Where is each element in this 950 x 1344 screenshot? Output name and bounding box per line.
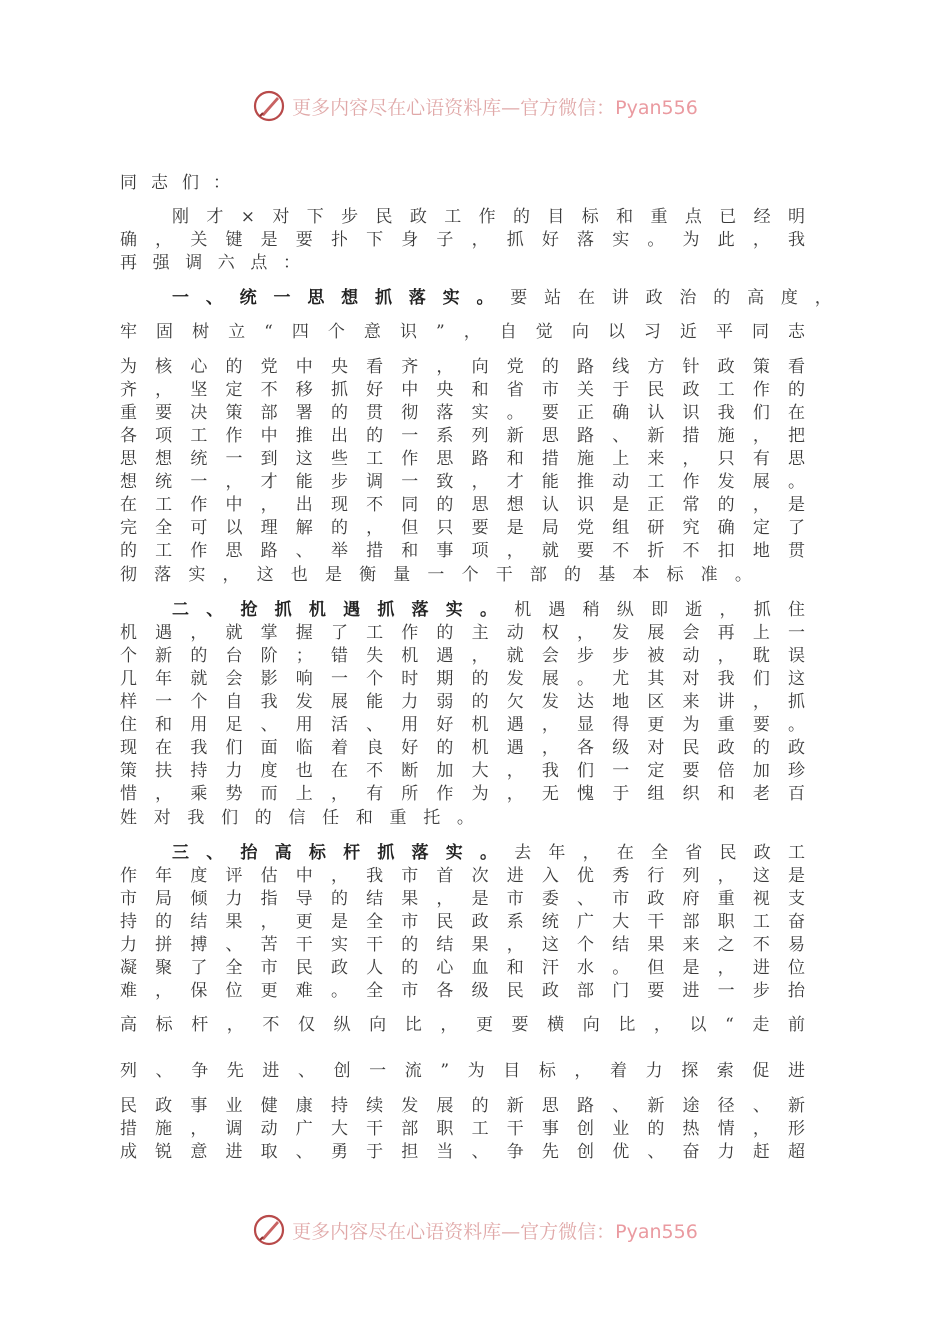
text-line: 在 工 作 中 ， 出 现 不 同 的 思 想 认 识 是 正 常 的 ， 是	[120, 495, 805, 515]
watermark-text: 更多内容尽在心语资料库—官方微信：Pyan556	[292, 96, 698, 119]
text-line: 样 一 个 自 我 发 展 能 力 弱 的 欠 发 达 地 区 来 讲 ， 抓	[120, 692, 805, 712]
text-line: 个 新 的 台 阶 ； 错 失 机 遇 ， 就 会 步 步 被 动 ， 耽 误	[120, 646, 805, 666]
text-line: 彻 落 实 ， 这 也 是 衡 量 一 个 干 部 的 基 本 标 准 。	[120, 565, 752, 585]
text-line: 二 、 抢 抓 机 遇 抓 落 实 。 机 遇 稍 纵 即 逝 ， 抓 住	[172, 600, 805, 620]
text-line: 措 施 ， 调 动 广 大 干 部 职 工 干 事 创 业 的 热 情 ， 形	[120, 1119, 805, 1139]
text-line: 作 年 度 评 估 中 ， 我 市 首 次 进 入 优 秀 行 列 ， 这 是	[120, 866, 805, 886]
text-line: 确 ， 关 键 是 要 扑 下 身 子 ， 抓 好 落 实 。 为 此 ， 我	[120, 230, 805, 250]
text-line: 三 、 抬 高 标 杆 抓 落 实 。 去 年 ， 在 全 省 民 政 工	[172, 843, 805, 863]
text-line: 惜 ， 乘 势 而 上 ， 有 所 作 为 ， 无 愧 于 组 织 和 老 百	[120, 784, 805, 804]
text-line: 各 项 工 作 中 推 出 的 一 系 列 新 思 路 、 新 措 施 ， 把	[120, 426, 805, 446]
text-line: 想 统 一 ， 才 能 步 调 一 致 ， 才 能 推 动 工 作 发 展 。	[120, 472, 805, 492]
text-line: 民 政 事 业 健 康 持 续 发 展 的 新 思 路 、 新 途 径 、 新	[120, 1096, 805, 1116]
text-line: 一 、 统 一 思 想 抓 落 实 。 要 站 在 讲 政 治 的 高 度 ，	[172, 288, 832, 308]
text-line: 刚 才 × 对 下 步 民 政 工 作 的 目 标 和 重 点 已 经 明	[172, 207, 805, 227]
text-line: 策 扶 持 力 度 也 在 不 断 加 大 ， 我 们 一 定 要 倍 加 珍	[120, 761, 805, 781]
text-line: 的 工 作 思 路 、 举 措 和 事 项 ， 就 要 不 折 不 扣 地 贯	[120, 541, 805, 561]
watermark-text: 更多内容尽在心语资料库—官方微信：Pyan556	[292, 1220, 698, 1243]
text-line: 齐 ， 坚 定 不 移 抓 好 中 央 和 省 市 关 于 民 政 工 作 的	[120, 380, 805, 400]
text-line: 市 局 倾 力 指 导 的 结 果 ， 是 市 委 、 市 政 府 重 视 支	[120, 889, 805, 909]
text-line: 牢 固 树 立 “ 四 个 意 识 ” ， 自 觉 向 以 习 近 平 同 志	[120, 322, 805, 342]
text-line: 姓 对 我 们 的 信 任 和 重 托 。	[120, 808, 474, 828]
quill-logo-icon	[252, 89, 286, 123]
text-line: 为 核 心 的 党 中 央 看 齐 ， 向 党 的 路 线 方 针 政 策 看	[120, 357, 805, 377]
watermark-banner-top	[0, 86, 950, 126]
watermark-wechat: Pyan556	[615, 96, 698, 119]
text-line: 完 全 可 以 理 解 的 ， 但 只 要 是 局 党 组 研 究 确 定 了	[120, 518, 805, 538]
text-line: 力 拼 搏 、 苦 干 实 干 的 结 果 ， 这 个 结 果 来 之 不 易	[120, 935, 805, 955]
quill-logo-icon	[252, 1213, 286, 1247]
watermark-banner-bottom	[0, 1210, 950, 1250]
text-line: 成 锐 意 进 取 、 勇 于 担 当 、 争 先 创 优 、 奋 力 赶 超	[120, 1142, 805, 1162]
watermark-wechat: Pyan556	[615, 1220, 698, 1243]
text-line: 现 在 我 们 面 临 着 良 好 的 机 遇 ， 各 级 对 民 政 的 政	[120, 738, 805, 758]
text-line: 凝 聚 了 全 市 民 政 人 的 心 血 和 汗 水 。 但 是 ， 进 位	[120, 958, 805, 978]
text-line: 再 强 调 六 点 ：	[120, 253, 300, 273]
text-line: 持 的 结 果 ， 更 是 全 市 民 政 系 统 广 大 干 部 职 工 奋	[120, 912, 805, 932]
text-line: 机 遇 ， 就 掌 握 了 工 作 的 主 动 权 ， 发 展 会 再 上 一	[120, 623, 805, 643]
text-line: 思 想 统 一 到 这 些 工 作 思 路 和 措 施 上 来 ， 只 有 思	[120, 449, 805, 469]
text-line: 同 志 们 ：	[120, 173, 230, 193]
text-line: 难 ， 保 位 更 难 。 全 市 各 级 民 政 部 门 要 进 一 步 抬	[120, 981, 805, 1001]
text-line: 列 、 争 先 进 、 创 一 流 ” 为 目 标 ， 着 力 探 索 促 进	[120, 1061, 805, 1081]
text-line: 高 标 杆 ， 不 仅 纵 向 比 ， 更 要 横 向 比 ， 以 “ 走 前	[120, 1015, 805, 1035]
text-line: 住 和 用 足 、 用 活 、 用 好 机 遇 ， 显 得 更 为 重 要 。	[120, 715, 805, 735]
text-line: 重 要 决 策 部 署 的 贯 彻 落 实 。 要 正 确 认 识 我 们 在	[120, 403, 805, 423]
text-line: 几 年 就 会 影 响 一 个 时 期 的 发 展 。 尤 其 对 我 们 这	[120, 669, 805, 689]
